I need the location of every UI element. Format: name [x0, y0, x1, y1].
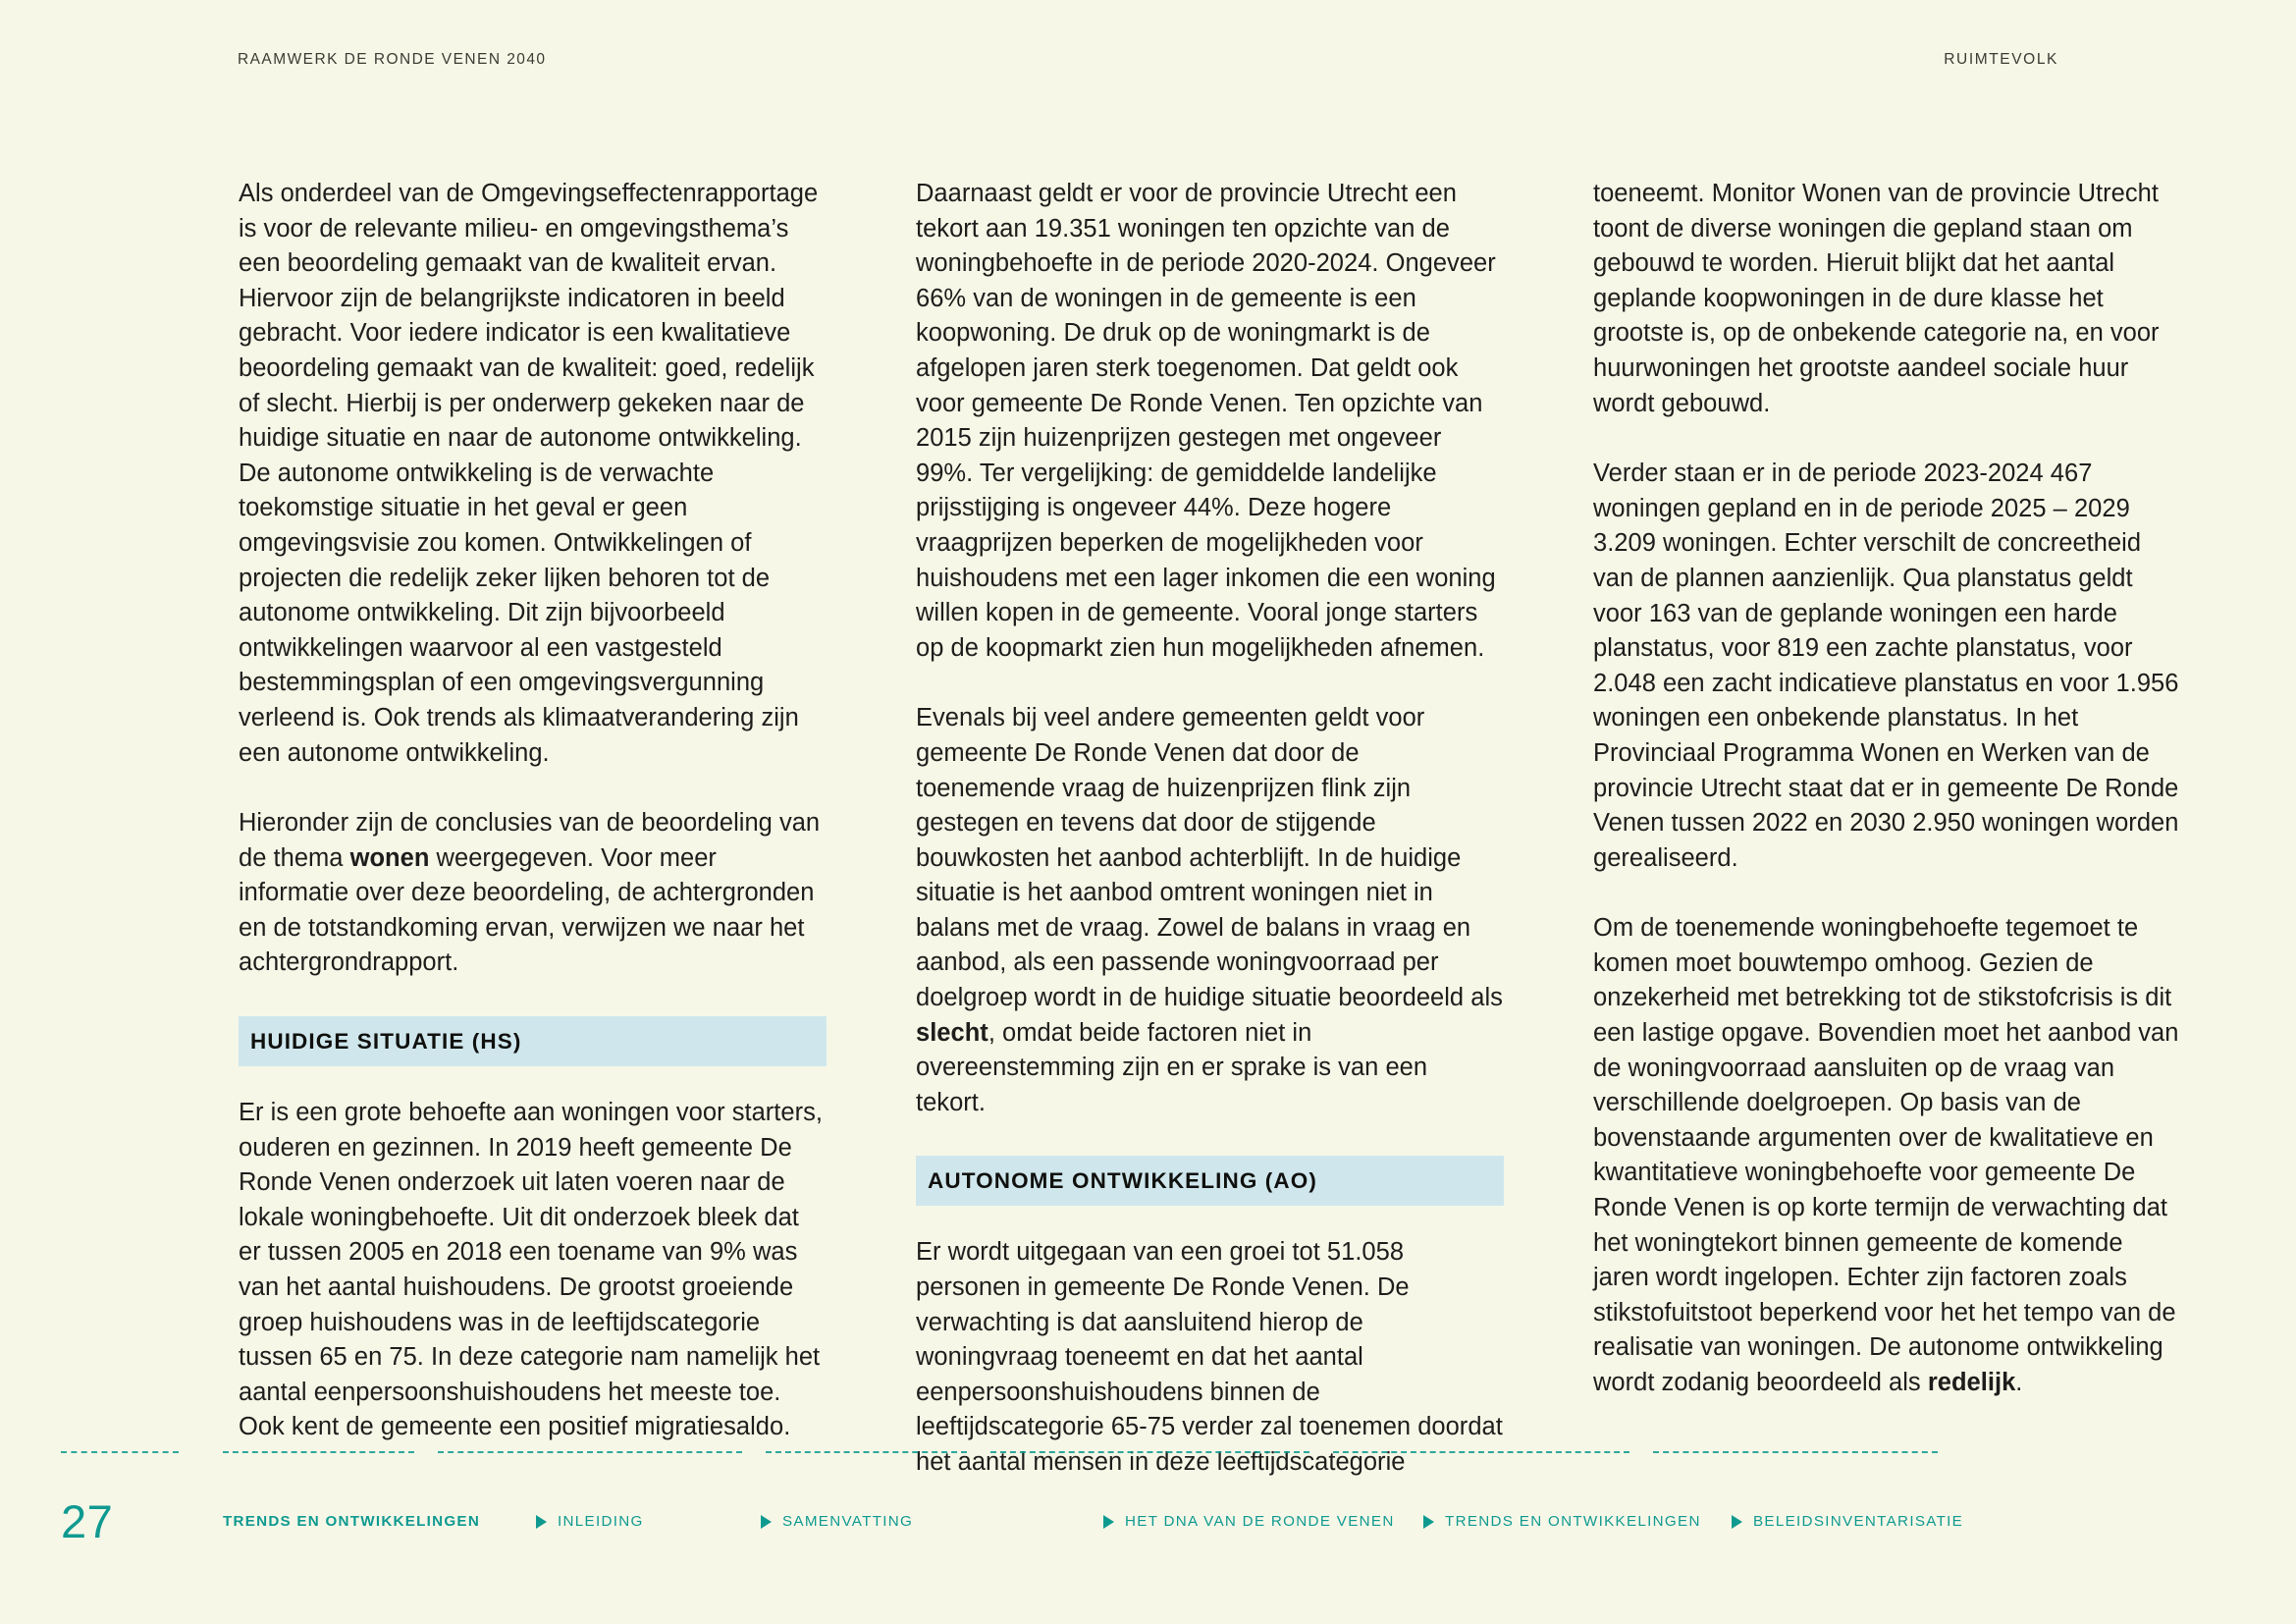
paragraph-conclusies-part1: Hieronder zijn de conclusies van de beoordeling van de thema	[239, 809, 821, 872]
page-number: 27	[61, 1495, 114, 1547]
footer-rule-5	[1333, 1451, 1629, 1453]
paragraph-bouwtempo	[1593, 911, 2181, 1400]
footer-link-label: INLEIDING	[558, 1513, 644, 1530]
footer-dashed-rules	[61, 1451, 2235, 1453]
footer-navigation	[61, 1451, 2235, 1567]
paragraph-planstatus: Verder staan er in de periode 2023-2024 467 woningen gepland en in de periode 2025 – 2029 3.209 woningen. Echter verschilt de concreetheid van de plannen aanzienlijk. Qua planstatus geldt voor 163 van de geplande woningen een harde planstatus, voor 819 een zachte planstatus, voor 2.048 een zacht indicatieve planstatus en voor 1.956 woningen een onbekende planstatus. In het Provinciaal Programma Wonen en Werken van de provincie Utrecht staat dat er in gemeente De Ronde Venen tussen 2022 en 2030 2.950 woningen worden gerealiseerd.	[1593, 460, 2179, 872]
emphasis-slecht: slecht	[916, 1018, 988, 1047]
section-heading-autonome-ontwikkeling	[916, 1156, 1504, 1206]
paragraph-monitor-wonen: toeneemt. Monitor Wonen van de provincie Utrecht toont de diverse woningen die gepland staan om gebouwd te worden. Hieruit blijkt dat het aantal geplande koopwoningen in de dure klasse het grootste is, op de onbekende categorie na, en voor huurwoningen het grootste aandeel sociale huur wordt gebouwd.	[1593, 180, 2160, 417]
footer-link-label: TRENDS EN ONTWIKKELINGEN	[1445, 1513, 1701, 1530]
footer-link-label: BELEIDSINVENTARISATIE	[1753, 1513, 1964, 1530]
footer-link-trends-en-ontwikkelingen-current[interactable]	[223, 1513, 536, 1530]
paragraph-balans-vraag-aanbod	[916, 701, 1504, 1120]
three-column-body	[239, 177, 2179, 1481]
footer-rule-1	[223, 1451, 414, 1453]
triangle-right-icon	[1423, 1515, 1434, 1529]
triangle-right-icon	[761, 1515, 772, 1529]
footer-rule-6	[1653, 1451, 1938, 1453]
footer-links-row	[61, 1495, 2235, 1547]
running-head-right: RUIMTEVOLK	[1944, 51, 2058, 68]
paragraph-conclusies	[239, 806, 827, 981]
footer-link-label: HET DNA VAN DE RONDE VENEN	[1125, 1513, 1395, 1530]
paragraph-balans-part2: , omdat beide factoren niet in overeenstemming zijn en er sprake is van een tekort.	[916, 1018, 1428, 1116]
paragraph-ao-body: Er wordt uitgegaan van een groei tot 51.058 personen in gemeente De Ronde Venen. De verwachting is dat aansluitend hierop de woningvraag toeneemt en dat het aantal eenpersoonshuishoudens binnen de leeftijdscategorie 65-75 verder zal toenemen doordat het aantal mensen in deze leeftijdscategorie	[916, 1238, 1503, 1476]
section-heading-label: HUIDIGE SITUATIE (HS)	[250, 1028, 522, 1054]
footer-link-trends-en-ontwikkelingen[interactable]	[1423, 1513, 1732, 1530]
running-head	[238, 51, 2058, 69]
emphasis-wonen: wonen	[349, 843, 430, 872]
footer-rule-page	[61, 1451, 179, 1453]
paragraph-intro: Als onderdeel van de Omgevingseffectenrapportage is voor de relevante milieu- en omgevingsthema’s een beoordeling gemaakt van de kwaliteit ervan. Hiervoor zijn de belangrijkste indicatoren in beeld gebracht. Voor iedere indicator is een kwalitatieve beoordeling gemaakt van de kwaliteit: goed, redelijk of slecht. Hierbij is per onderwerp gekeken naar de huidige situatie en naar de autonome ontwikkeling. De autonome ontwikkeling is de verwachte toekomstige situatie in het geval er geen omgevingsvisie zou komen. Ontwikkelingen of projecten die redelijk zeker lijken behoren tot de autonome ontwikkeling. Dit zijn bijvoorbeeld ontwikkelingen waarvoor al een vastgesteld bestemmingsplan of een omgevingsvergunning verleend is. Ook trends als klimaatverandering zijn een autonome ontwikkeling.	[239, 180, 819, 767]
footer-rule-2	[438, 1451, 742, 1453]
footer-link-label: SAMENVATTING	[782, 1513, 914, 1530]
column-1	[239, 177, 827, 1481]
paragraph-hs-body: Er is een grote behoefte aan woningen voor starters, ouderen en gezinnen. In 2019 heeft gemeente De Ronde Venen onderzoek uit laten voeren naar de lokale woningbehoefte. Uit dit onderzoek bleek dat er tussen 2005 en 2018 een toename van 9% was van het aantal huishoudens. De grootst groeiende groep huishoudens was in de leeftijdscategorie tussen 65 en 75. In deze categorie nam namelijk het aantal eenpersoonshuishoudens het meeste toe. Ook kent de gemeente een positief migratiesaldo.	[239, 1099, 823, 1441]
footer-rule-4	[990, 1451, 1309, 1453]
section-heading-huidige-situatie	[239, 1016, 827, 1066]
footer-link-samenvatting[interactable]	[761, 1513, 1103, 1530]
triangle-right-icon	[1732, 1515, 1742, 1529]
triangle-right-icon	[1103, 1515, 1114, 1529]
paragraph-bouwtempo-part1: Om de toenemende woningbehoefte tegemoet te komen moet bouwtempo omhoog. Gezien de onzekerheid met betrekking tot de stikstofcrisis is dit een lastige opgave. Bovendien moet het aanbod van de woningvoorraad aansluiten op de vraag van verschillende doelgroepen. Op basis van de bovenstaande argumenten over de kwalitatieve en kwantitatieve woningbehoefte voor gemeente De Ronde Venen is op korte termijn de verwachting dat het woningtekort binnen gemeente de komende jaren wordt ingelopen. Echter zijn factoren zoals stikstofuitstoot beperkend voor het het tempo van de realisatie van woningen. De autonome ontwikkeling wordt zodanig beoordeeld als	[1593, 914, 2179, 1396]
paragraph-conclusies-part2: weergegeven. Voor meer informatie over deze beoordeling, de achtergronden en de totstandkoming ervan, verwijzen we naar het achtergrondrapport.	[239, 843, 815, 977]
running-head-left: RAAMWERK DE RONDE VENEN 2040	[238, 51, 547, 68]
footer-rule-3	[766, 1451, 967, 1453]
emphasis-redelijk: redelijk	[1927, 1369, 2016, 1396]
triangle-right-icon	[536, 1515, 547, 1529]
footer-link-inleiding[interactable]	[536, 1513, 761, 1530]
column-3	[1593, 177, 2181, 1481]
column-2	[916, 177, 1504, 1481]
paragraph-tekort-woningen: Daarnaast geldt er voor de provincie Utrecht een tekort aan 19.351 woningen ten opzichte van de woningbehoefte in de periode 2020-2024. Ongeveer 66% van de woningen in de gemeente is een koopwoning. De druk op de woningmarkt is de afgelopen jaren sterk toegenomen. Dat geldt ook voor gemeente De Ronde Venen. Ten opzichte van 2015 zijn huizenprijzen gestegen met ongeveer 99%. Ter vergelijking: de gemiddelde landelijke prijsstijging is ongeveer 44%. Deze hogere vraagprijzen beperken de mogelijkheden voor huishoudens met een lager inkomen die een woning willen kopen in de gemeente. Vooral jonge starters op de koopmarkt zien hun mogelijkheden afnemen.	[916, 180, 1496, 662]
footer-link-label: TRENDS EN ONTWIKKELINGEN	[223, 1513, 481, 1530]
paragraph-bouwtempo-part2: .	[2015, 1369, 2023, 1396]
footer-link-het-dna-van-de-ronde-venen[interactable]	[1103, 1513, 1423, 1530]
footer-link-beleidsinventarisatie[interactable]	[1732, 1513, 2016, 1530]
section-heading-label: AUTONOME ONTWIKKELING (AO)	[928, 1167, 1317, 1193]
paragraph-balans-part1: Evenals bij veel andere gemeenten geldt voor gemeente De Ronde Venen dat door de toenemende vraag de huizenprijzen flink zijn gestegen en tevens dat door de stijgende bouwkosten het aanbod achterblijft. In de huidige situatie is het aanbod omtrent woningen niet in balans met de vraag. Zowel de balans in vraag en aanbod, als een passende woningvoorraad per doelgroep wordt in de huidige situatie beoordeeld als	[916, 704, 1503, 1012]
